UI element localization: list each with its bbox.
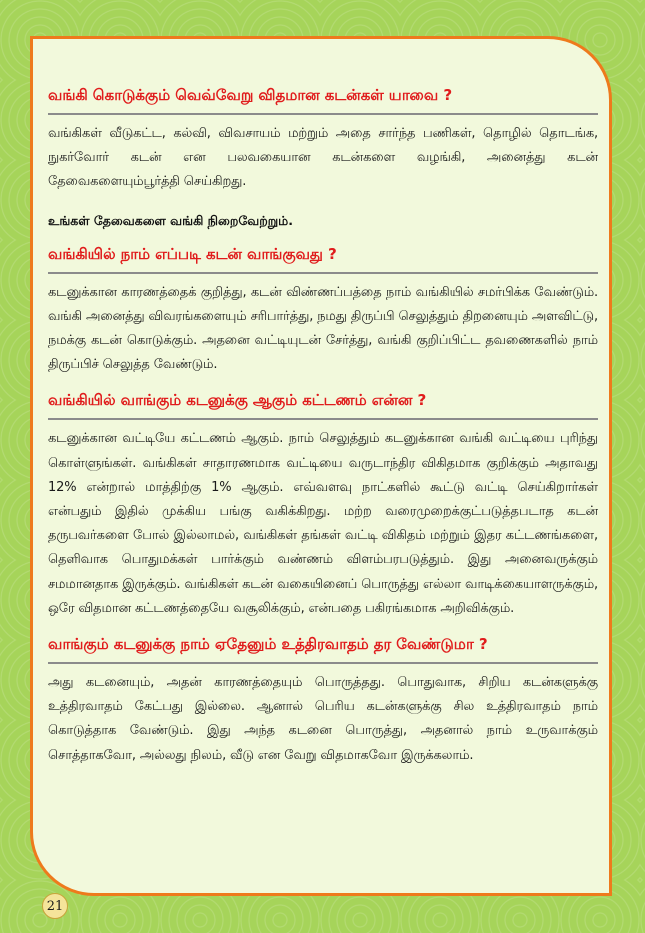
question-heading: வங்கியில் நாம் எப்படி கடன் வாங்குவது ? — [48, 243, 598, 274]
answer-paragraph: கடனுக்கான காரணத்தைக் குறித்து, கடன் விண்ணப்பத்தை நாம் வங்கியில் சமர்பிக்க வேண்டும். வங்கி அனைத்து விவரங்களையும் சரிபார்த்து, நமது திருப்பி செலுத்தும் திறனையும் அளவிட்டு, நமக்கு கடன் கொடுக்கும். அதனை வட்டியுடன் சேர்த்து, வங்கி குறிப்பிட்ட தவணைகளில் நாம் திருப்பிச் செலுத்த வேண்டும். — [48, 284, 598, 373]
question-heading: வங்கி கொடுக்கும் வெவ்வேறு விதமான கடன்கள் யாவை ? — [48, 84, 598, 115]
question-heading: வாங்கும் கடனுக்கு நாம் ஏதேனும் உத்திரவாதம் தர வேண்டுமா ? — [48, 633, 598, 664]
section-collateral — [48, 633, 598, 768]
highlight-note: உங்கள் தேவைகளை வங்கி நிறைவேற்றும். — [48, 212, 293, 228]
page-number-badge: 21 — [42, 893, 68, 919]
answer-paragraph: வங்கிகள் வீடுகட்ட, கல்வி, விவசாயம் மற்றும் அதை சார்ந்த பணிகள், தொழில் தொடங்க, நுகர்வோர் கடன் என பலவகையான கடன்களை வழங்கி, அனைத்து கடன் தேவைகளையும்பூர்த்தி செய்கிறது. — [48, 126, 598, 190]
section-loan-charges — [48, 389, 598, 621]
answer-paragraph: அது கடனையும், அதன் காரணத்தையும் பொருத்தது. பொதுவாக, சிறிய கடன்களுக்கு உத்திரவாதம் கேட்பது இல்லை. ஆனால் பெரிய கடன்களுக்கு சில உத்திரவாதம் நாம் கொடுத்தாக வேண்டும். இது அந்த கடனை பொருத்து, அதனால் நாம் உருவாக்கும் சொத்தாகவோ, அல்லது நிலம், வீடு என வேறு விதமாகவோ இருக்கலாம். — [48, 675, 598, 763]
section-how-to-borrow — [48, 243, 598, 378]
section-loan-types — [48, 84, 598, 231]
answer-paragraph: கடனுக்கான வட்டியே கட்டணம் ஆகும். நாம் செலுத்தும் கடனுக்கான வங்கி வட்டியை புரிந்து கொள்ளுங்கள். வங்கிகள் சாதாரணமாக வட்டியை வருடாந்திர விகிதமாக குறிக்கும் அதாவது 12% என்றால் மாத்திற்கு 1% ஆகும். எவ்வளவு நாட்களில் கூட்டு வட்டி செய்கிறார்கள் என்பதும் இதில் முக்கிய பங்கு வகிக்கிறது. மற்ற வரைமுறைக்குட்படுத்தபடாத கடன் தருபவர்களை போல் இல்லாமல், வங்கிகள் தங்கள் வட்டி விகிதம் மற்றும் இதர கட்டணங்களை, தெளிவாக பொதுமக்கள் பார்க்கும் வண்ணம் விளம்பரபடுத்தும். இது அனைவருக்கும் சமமானதாக இருக்கும். வங்கிகள் கடன் வகையினைப் பொருத்து எல்லா வாடிக்கையாளருக்கும், ஒரே விதமான கட்டணத்தையே வசூலிக்கும், என்பதை பகிரங்கமாக அறிவிக்கும். — [48, 431, 598, 616]
article-content — [48, 84, 598, 768]
question-heading: வங்கியில் வாங்கும் கடனுக்கு ஆகும் கட்டணம் என்ன ? — [48, 389, 598, 420]
